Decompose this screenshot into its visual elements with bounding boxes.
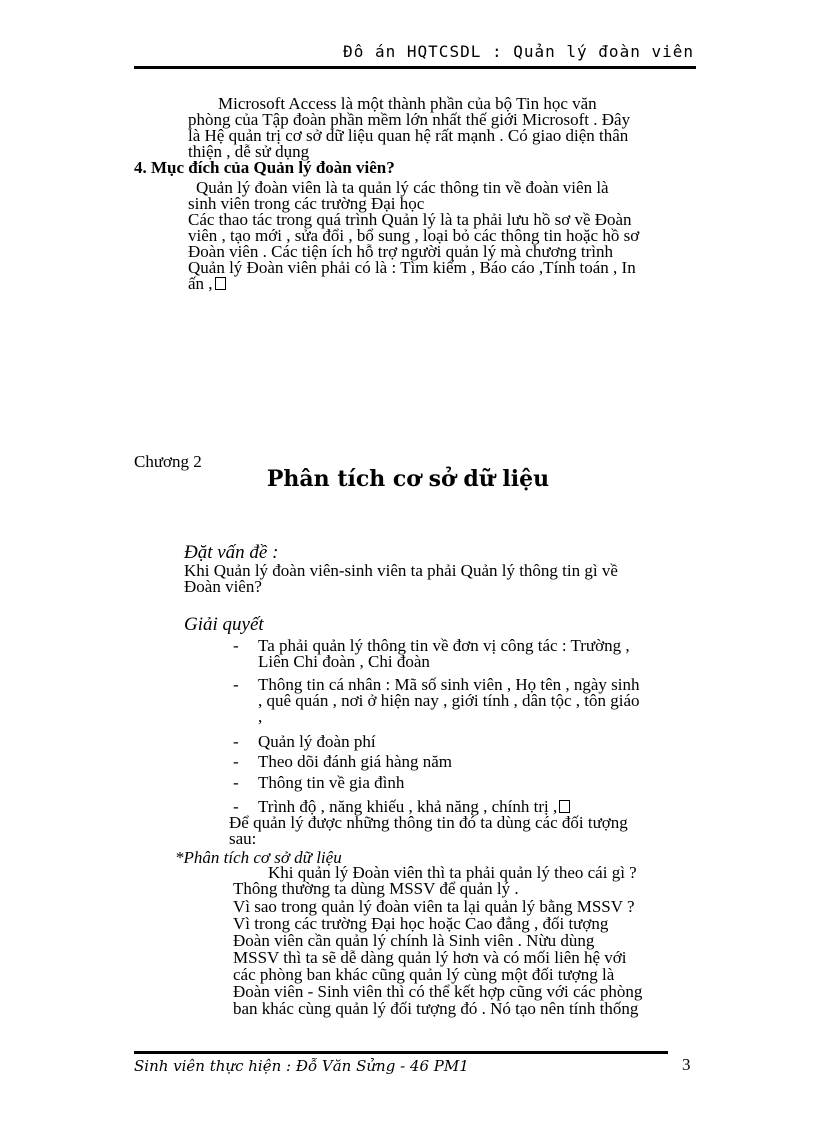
section-4-line: viên , tạo mới , sửa đổi , bổ sung , loại bỏ các thông tin hoặc hồ sơ [188,226,640,245]
bullet-line: Thông tin cá nhân : Mã số sinh viên , Họ tên , ngày sinh [258,675,640,694]
missing-glyph-icon [559,800,570,813]
solution-after-line: sau: [229,829,257,848]
analysis-line: các phòng ban khác cũng quản lý cùng một đối tượng là [233,965,615,984]
bullet-line: , quê quán , nơi ở hiện nay , giới tính , dân tộc , tôn giáo [258,691,640,710]
missing-glyph-icon [215,277,226,290]
bullet-dash: - [233,675,239,694]
analysis-line: Khi quản lý Đoàn viên thì ta phải quản lý theo cái gì ? [268,863,637,882]
bullet-line: Liên Chi đoàn , Chi đoàn [258,652,430,671]
solution-bullet [0,677,816,727]
analysis-line: Vì sao trong quản lý đoàn viên ta lại quản lý bằng MSSV ? [233,897,635,916]
bullet-line: Ta phải quản lý thông tin về đơn vị công tác : Trường , [258,636,630,655]
solution-bullet [0,734,816,752]
bullet-dash: - [233,732,239,751]
solution-after-line: Để quản lý được những thông tin đó ta dùng các đối tượng [229,813,628,832]
solution-bullet [0,638,816,672]
section-4-line: Quản lý Đoàn viên phải có là : Tìm kiếm , Báo cáo ,Tính toán , In [188,258,636,277]
section-4-line: Quản lý đoàn viên là ta quản lý các thông tin về đoàn viên là [196,178,609,197]
problem-heading: Đặt vấn đề : [184,542,279,563]
section-4-heading: 4. Mục đích của Quản lý đoàn viên? [134,158,395,177]
analysis-line: Đoàn viên cần quản lý chính là Sinh viên . Nừu dùng [233,931,595,950]
chapter-title: Phân tích cơ sở dữ liệu [266,466,550,492]
analysis-line: Thông thường ta dùng MSSV để quản lý . [233,879,519,898]
chapter-number: Chương 2 [134,452,202,471]
page-number: 3 [682,1055,691,1074]
solution-bullet [0,775,816,793]
analysis-line: Đoàn viên - Sinh viên thì có thể kết hợp cũng với các phòng [233,982,643,1001]
intro-line: thiện , dễ sử dụng [188,142,310,161]
page-header-title: Đô án HQTCSDL : Quản lý đoàn viên [343,42,694,61]
intro-line: là Hệ quản trị cơ sở dữ liệu quan hệ rất mạnh . Có giao diện thân [188,126,629,145]
header-rule [134,66,696,69]
bullet-dash: - [233,773,239,792]
bullet-dash: - [233,752,239,771]
section-4-line: Các thao tác trong quá trình Quản lý là ta phải lưu hồ sơ về Đoàn [188,210,632,229]
footer-author: Sinh viên thực hiện : Đỗ Văn Sửng - 46 PM1 [134,1057,469,1075]
intro-line: phòng của Tập đoàn phần mềm lớn nhất thế giới Microsoft . Đây [188,110,631,129]
problem-line: Khi Quản lý đoàn viên-sinh viên ta phải Quản lý thông tin gì về [184,561,618,580]
bullet-line: Thông tin về gia đình [258,773,405,792]
analysis-heading: *Phân tích cơ sở dữ liệu [175,848,342,867]
section-4-line: sinh viên trong các trường Đại học [188,194,425,213]
bullet-dash: - [233,636,239,655]
bullet-dash: - [233,797,239,816]
analysis-line: Vì trong các trường Đại học hoặc Cao đẳng , đối tượng [233,914,609,933]
solution-heading: Giải quyết [184,614,264,635]
analysis-line: ban khác cùng quản lý đối tượng đó . Nó tạo nên tính thống [233,999,639,1018]
bullet-line: Trình độ , năng khiếu , khả năng , chính trị , [258,797,558,816]
problem-line: Đoàn viên? [184,577,262,596]
analysis-line: MSSV thì ta sẽ dễ dàng quản lý hơn và có mối liên hệ với [233,948,627,967]
bullet-line: , [258,707,263,726]
bullet-line: Theo dõi đánh giá hàng năm [258,752,453,771]
bullet-line: Quản lý đoàn phí [258,732,376,751]
solution-bullet [0,754,816,772]
footer-rule [134,1051,668,1054]
intro-line: Microsoft Access là một thành phần của bộ Tin học văn [218,94,597,113]
section-4-line: Đoàn viên . Các tiện ích hỗ trợ người quản lý mà chương trình [188,242,613,261]
section-4-line: ấn , [188,274,213,293]
